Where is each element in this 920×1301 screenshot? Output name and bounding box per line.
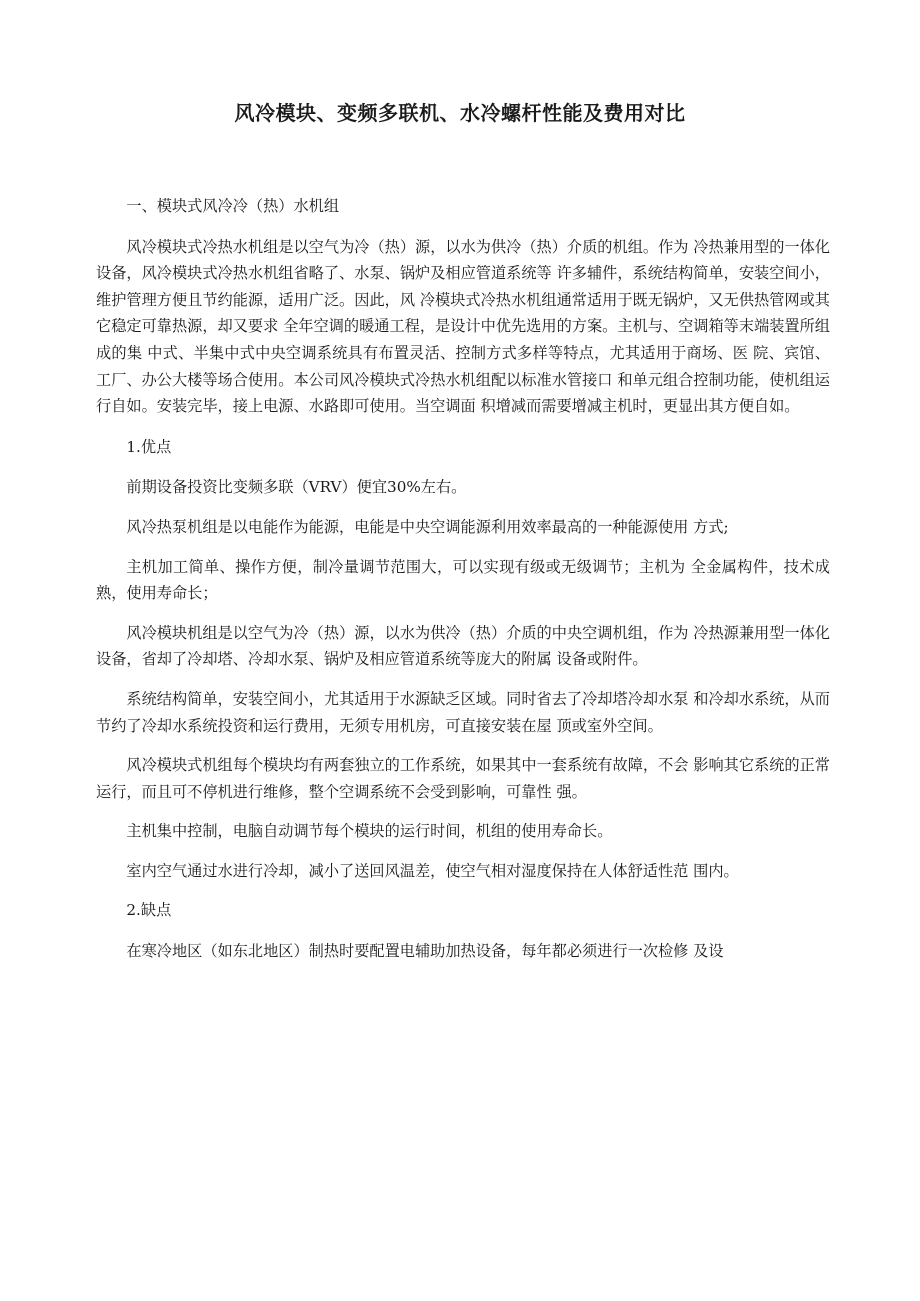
advantage-paragraph: 室内空气通过水进行冷却，减小了送回风温差，使空气相对湿度保持在人体舒适性范 围内。 <box>126 861 739 880</box>
advantage-paragraph: 主机加工简单、操作方便，制冷量调节范围大，可以实现有级或无级调节；主机为 全金属构件，技术成熟，使用寿命长； <box>96 557 830 603</box>
document-body <box>96 193 830 965</box>
advantage-paragraph: 风冷模块机组是以空气为冷（热）源，以水为供冷（热）介质的中央空调机组，作为 冷热源兼用型一体化设备，省却了冷却塔、冷却水泵、锅炉及相应管道系统等庞大的附属 设备或附件。 <box>96 623 830 669</box>
advantage-paragraph: 风冷热泵机组是以电能作为能源，电能是中央空调能源利用效率最高的一种能源使用 方式; <box>126 517 729 536</box>
advantage-paragraph: 系统结构简单，安装空间小，尤其适用于水源缺乏区域。同时省去了冷却塔冷却水泵 和冷却水系统，从而节约了冷却水系统投资和运行费用，无须专用机房，可直接安装在屋 顶或室外空间。 <box>96 689 830 735</box>
advantage-paragraph: 风冷模块式机组每个模块均有两套独立的工作系统，如果其中一套系统有故障，不会 影响其它系统的正常运行，而且可不停机进行维修，整个空调系统不会受到影响，可靠性 强。 <box>96 756 830 801</box>
intro-paragraph: 风冷模块式冷热水机组是以空气为冷（热）源，以水为供冷（热）介质的机组。作为 冷热兼用型的一体化设备，风冷模块式冷热水机组省略了、水泵、锅炉及相应管道系统等 许多辅件，系统结构简单，安装空间小，维护管理方便且节约能源，适用广泛。因此，风 冷模块式冷热水机组通常适用于既无锅炉，又无供热管网或其它稳定可靠热源，却又要求 全年空调的暖通工程，是设计中优先选用的方案。主机与、空调箱等末端装置所组成的集 中式、半集中式中央空调系统具有布置灵活、控制方式多样等特点，尤其适用于商场、医 院、宾馆、工厂、办公大楼等场合使用。本公司风冷模块式冷热水机组配以标准水管接口 和单元组合控制功能，使机组运行自如。安装完毕，接上电源、水路即可使用。当空调面 积增减而需要增减主机时，更显出其方便自如。 <box>96 237 830 416</box>
document-title: 风冷模块、变频多联机、水冷螺杆性能及费用对比 <box>234 101 686 125</box>
advantage-paragraph: 主机集中控制，电脑自动调节每个模块的运行时间，机组的使用寿命长。 <box>126 822 613 841</box>
section-heading-modular-air-cooled: 一、模块式风冷冷（热）水机组 <box>126 197 340 215</box>
advantage-paragraph: 前期设备投资比变频多联（VRV）便宜30%左右。 <box>126 478 467 497</box>
disadvantage-paragraph: 在寒冷地区（如东北地区）制热时要配置电辅助加热设备，每年都必须进行一次检修 及设 <box>126 942 724 961</box>
disadvantages-heading: 2.缺点 <box>126 901 172 920</box>
advantages-heading: 1.优点 <box>126 437 172 456</box>
